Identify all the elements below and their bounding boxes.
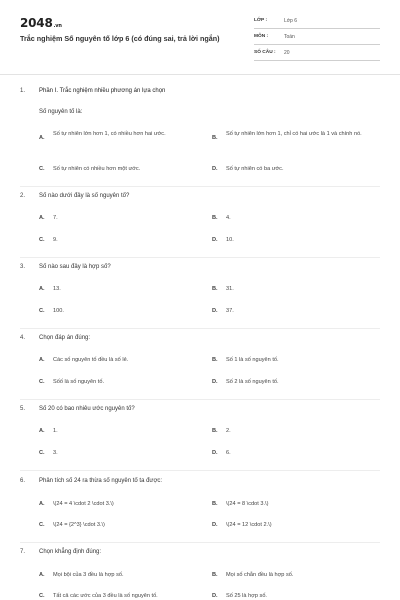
option-letter: D. <box>212 308 218 314</box>
option-text: Số tự nhiên lớn hơn 1, có nhiều hơn hai ước. <box>53 131 166 137</box>
option-letter: B. <box>212 501 218 507</box>
option-text: Số tự nhiên có nhiều hơn một ước. <box>53 166 141 172</box>
option-letter: B. <box>212 572 218 578</box>
option-text: Sốố là số nguyên tố. <box>53 379 105 385</box>
option-letter: A. <box>39 501 45 507</box>
option-letter: D. <box>212 237 218 243</box>
option-letter: C. <box>39 308 45 314</box>
option-text: 37. <box>226 308 234 314</box>
option-letter: A. <box>39 357 45 363</box>
question-number: 1. <box>20 88 26 94</box>
option-text: 10. <box>226 237 234 243</box>
option-text: 1. <box>53 428 58 434</box>
question-text: Chọn đáp án đúng: <box>39 335 91 341</box>
meta-class <box>254 14 380 29</box>
question-divider <box>20 328 380 329</box>
option-text: 100. <box>53 308 64 314</box>
option-text: 13. <box>53 286 61 292</box>
question-divider <box>20 470 380 471</box>
option-letter: B. <box>212 428 218 434</box>
question-divider <box>20 257 380 258</box>
question-divider <box>20 399 380 400</box>
option-text: 6. <box>226 450 231 456</box>
question-divider <box>20 542 380 543</box>
option-letter: B. <box>212 215 218 221</box>
option-letter: B. <box>212 357 218 363</box>
quiz-title: Trắc nghiệm Số nguyên tố lớp 6 (có đúng sai, trả lời ngắn) <box>20 34 220 43</box>
question-text: Số nào sau đây là hợp số? <box>39 264 111 270</box>
option-letter: C. <box>39 593 45 599</box>
option-text: 7. <box>53 215 58 221</box>
meta-class-label: LỚP : <box>254 18 268 23</box>
option-text: Mọi số chẵn đều là hợp số. <box>226 572 294 578</box>
question-number: 5. <box>20 406 26 412</box>
option-text: Các số nguyên tố đều là số lẻ. <box>53 357 129 363</box>
option-letter: A. <box>39 286 45 292</box>
option-text: \(24 = 8 \cdot 3.\) <box>226 501 269 507</box>
option-letter: A. <box>39 135 45 141</box>
option-letter: A. <box>39 215 45 221</box>
logo-suffix: .vn <box>53 23 62 29</box>
option-text: Số 2 là số nguyên tố. <box>226 379 279 385</box>
option-text: 4. <box>226 215 231 221</box>
meta-subject-label: MÔN : <box>254 34 269 39</box>
option-letter: A. <box>39 428 45 434</box>
option-text: Số 25 là hợp số. <box>226 593 267 599</box>
option-letter: D. <box>212 379 218 385</box>
option-text: Số 1 là số nguyên tố. <box>226 357 279 363</box>
question-text: Số nguyên tố là: <box>39 109 83 115</box>
question-text: Phân tích số 24 ra thừa số nguyên tố ta được: <box>39 478 163 484</box>
question-number: 4. <box>20 335 26 341</box>
option-text: 31. <box>226 286 234 292</box>
meta-class-value: Lớp 6 <box>284 18 298 24</box>
option-letter: C. <box>39 379 45 385</box>
meta-subject-value: Toán <box>284 34 295 40</box>
option-letter: C. <box>39 522 45 528</box>
site-logo[interactable] <box>20 16 62 30</box>
option-text: \(24 = {2^3} \cdot 3.\) <box>53 522 105 528</box>
meta-subject <box>254 30 380 45</box>
meta-count <box>254 46 380 61</box>
question-number: 2. <box>20 193 26 199</box>
section-heading: Phần I. Trắc nghiệm nhiều phương án lựa chọn <box>39 88 166 94</box>
logo-text: 2048 <box>20 16 53 30</box>
option-letter: B. <box>212 135 218 141</box>
option-text: \(24 = 4 \cdot 2 \cdot 3.\) <box>53 501 114 507</box>
question-text: Số 20 có bao nhiêu ước nguyên tố? <box>39 406 135 412</box>
question-text: Chọn khẳng định đúng: <box>39 549 102 555</box>
question-number: 6. <box>20 478 26 484</box>
option-text: \(24 = 12 \cdot 2.\) <box>226 522 272 528</box>
option-text: 9. <box>53 237 58 243</box>
header-divider <box>0 74 400 75</box>
option-text: Số tự nhiên có ba ước. <box>226 166 284 172</box>
question-number: 3. <box>20 264 26 270</box>
option-letter: C. <box>39 450 45 456</box>
option-letter: D. <box>212 593 218 599</box>
meta-count-value: 20 <box>284 50 290 56</box>
question-divider <box>20 186 380 187</box>
question-text: Số nào dưới đây là số nguyên tố? <box>39 193 130 199</box>
option-letter: C. <box>39 166 45 172</box>
option-text: Mọi bội của 3 đều là hợp số. <box>53 572 124 578</box>
question-number: 7. <box>20 549 26 555</box>
option-text: Tất cả các ước của 3 đều là số nguyên tố. <box>53 593 158 599</box>
option-letter: D. <box>212 450 218 456</box>
option-letter: A. <box>39 572 45 578</box>
option-text: Số tự nhiên lớn hơn 1, chỉ có hai ước là 1 và chính nó. <box>226 131 362 137</box>
option-letter: B. <box>212 286 218 292</box>
quiz-meta <box>254 14 380 62</box>
option-letter: D. <box>212 522 218 528</box>
option-text: 2. <box>226 428 231 434</box>
option-letter: D. <box>212 166 218 172</box>
option-text: 3. <box>53 450 58 456</box>
option-letter: C. <box>39 237 45 243</box>
meta-count-label: SỐ CÂU : <box>254 50 276 55</box>
page-header <box>0 0 400 70</box>
